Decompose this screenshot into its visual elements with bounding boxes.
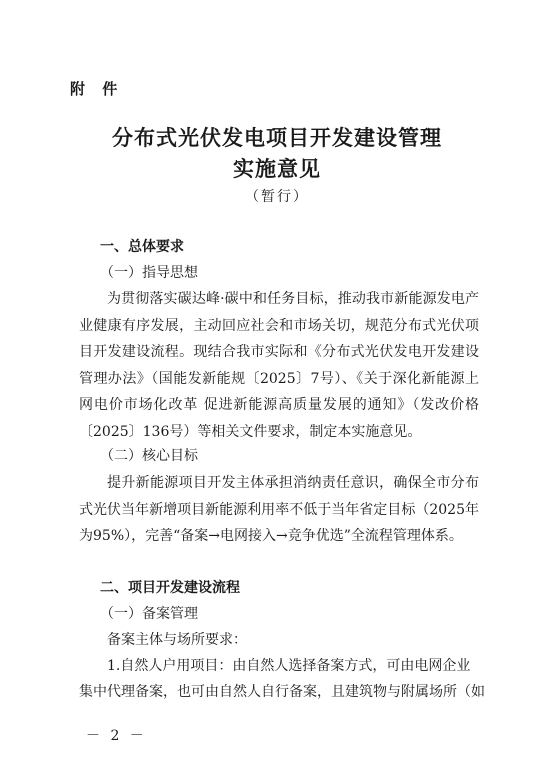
section1-sub1-paragraph: 为贯彻落实碳达峰·碳中和任务目标，推动我市新能源发电产业健康有序发展，主动回应社会和市场关切，规范分布式光伏项目开发建设流程。现结合我市实际和《分布式光伏发电开发建设管理办法》（国能发新能规〔2025〕7号）、《关于深化新能源上网电价市场化改革 促进新能源高质量发展的通知》（发改价格〔2025〕136号）等相关文件要求，制定本实施意见。: [79, 291, 479, 440]
section2-sub1-heading: （一）备案管理: [100, 606, 198, 622]
page-number: － 2 －: [86, 728, 147, 744]
section2-heading: 二、项目开发建设流程: [100, 580, 240, 596]
document-subtitle: （暂行）: [245, 189, 309, 205]
document-title-line2: 实施意见: [233, 156, 321, 181]
section2-sub1-intro: 备案主体与场所要求：: [107, 632, 247, 648]
document-title-line1: 分布式光伏发电项目开发建设管理: [112, 125, 442, 150]
section1-sub2-paragraph: 提升新能源项目开发主体承担消纳责任意识，确保全市分布式光伏当年新增项目新能源利用率不低于当年省定目标（2025年为95%），完善“备案→电网接入→竞争优选”全流程管理体系。: [79, 475, 479, 545]
section2-item1-line1: 1.自然人户用项目：由自然人选择备案方式，可由电网企业: [107, 658, 471, 674]
section2-item1-line2: 集中代理备案，也可由自然人自行备案，且建筑物与附属场所（如: [79, 684, 485, 700]
section1-heading: 一、总体要求: [100, 239, 184, 255]
attachment-label: 附 件: [70, 80, 124, 98]
section1-sub1-heading: （一）指导思想: [100, 265, 198, 281]
section1-sub2-heading: （二）核心目标: [100, 448, 198, 464]
